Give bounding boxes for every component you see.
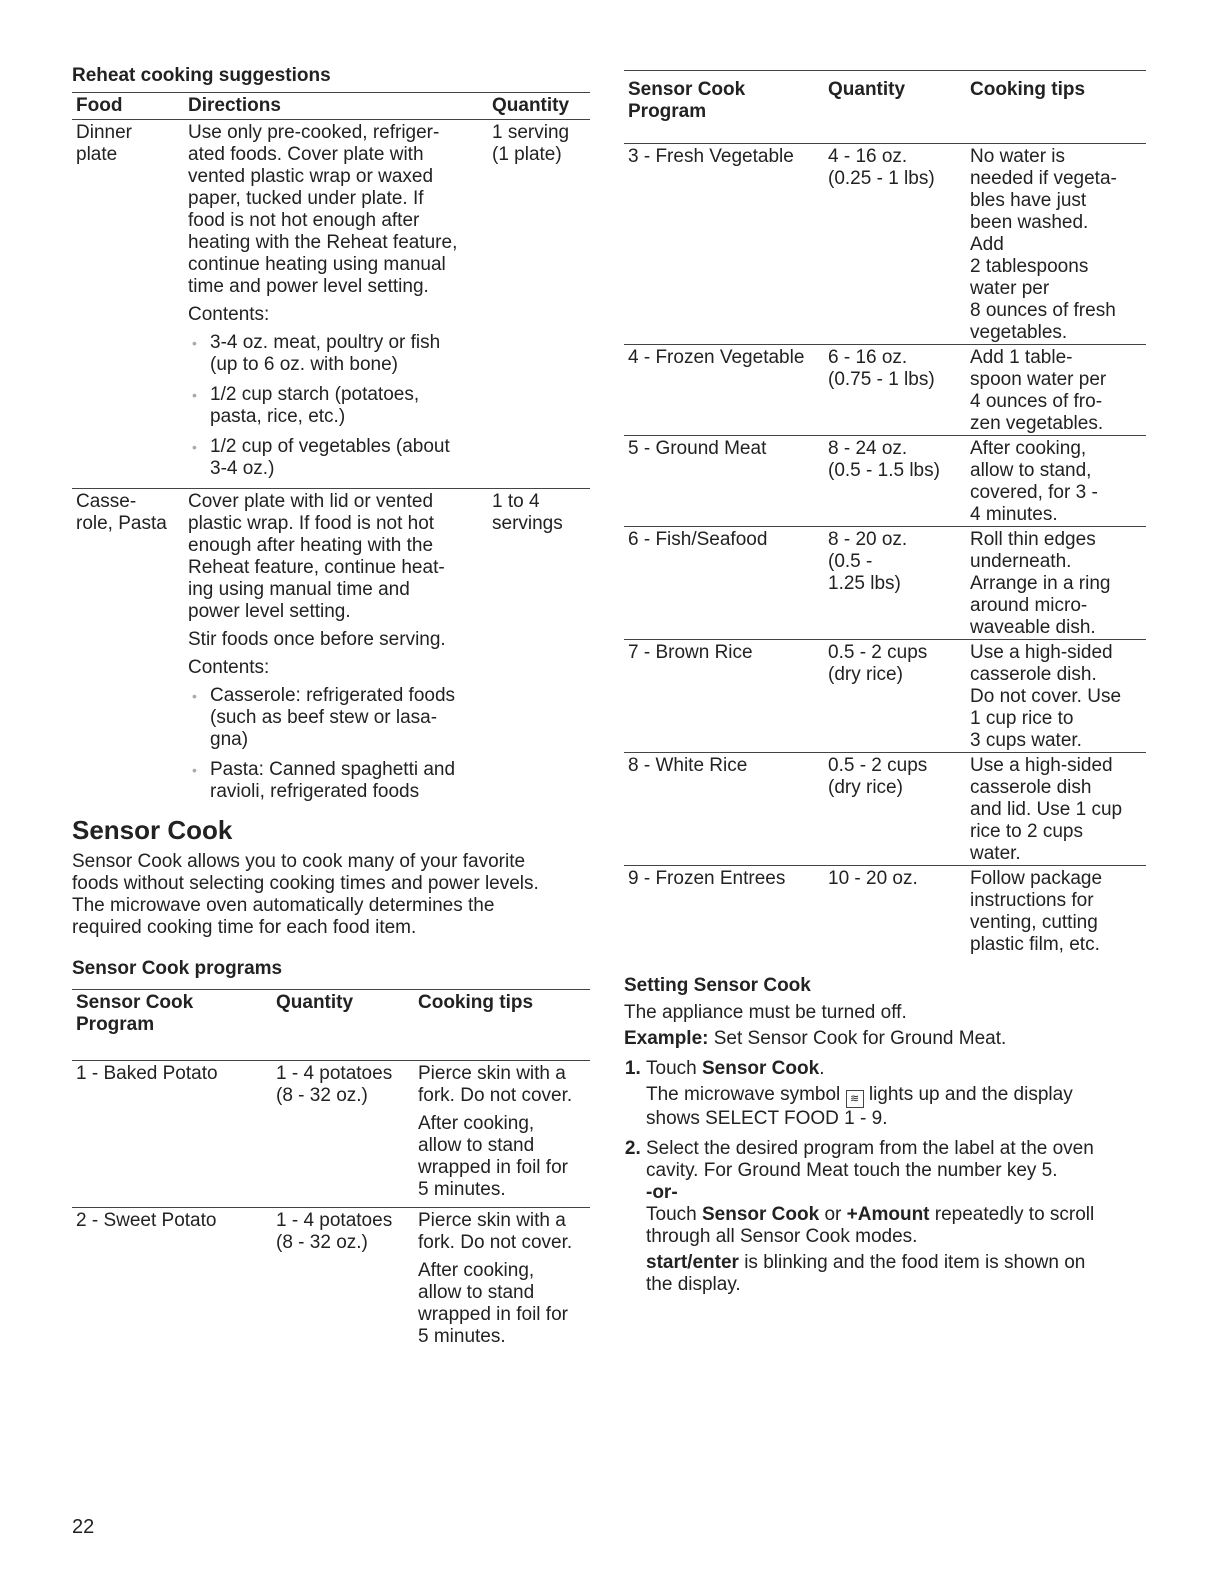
table-row (624, 345, 1146, 436)
step-text: lights up and the display shows SELECT FOOD (646, 1084, 1073, 1129)
tip-text: Roll thin edges underneath. Arrange in a ring around micro- waveable dish. (966, 527, 1146, 640)
food-cell: Casse- role, Pasta (72, 489, 184, 812)
step-end (646, 1252, 1146, 1296)
quantity-cell: 8 - 24 oz. (0.5 - 1.5 lbs) (824, 436, 966, 527)
table-row (624, 436, 1146, 527)
page-number: 22 (72, 1516, 95, 1538)
col-directions: Directions (184, 93, 488, 120)
col-cooking-tips: Cooking tips (966, 71, 1146, 144)
quantity-cell: 0.5 - 2 cups (dry rice) (824, 640, 966, 753)
list-item: • Casserole: refrigerated foods (such as beef stew or lasa- gna) (210, 685, 484, 751)
step-text: The microwave symbol (646, 1084, 846, 1105)
program-cell: 7 - Brown Rice (624, 640, 824, 753)
reheat-table (72, 92, 590, 811)
col-quantity: Quantity (488, 93, 590, 120)
setting-intro: The appliance must be turned off. (624, 1002, 907, 1023)
step-text: Select the desired program from the label at the oven cavity. For Ground Meat touch the number key 5. (646, 1138, 1094, 1181)
contents-label: Contents: (188, 657, 270, 678)
directions-text: Cover plate with lid or vented plastic wrap. If food is not hot enough after heating with the Reheat feature, continue heat- ing using manual time and power level setting. (188, 491, 445, 622)
quantity-cell: 6 - 16 oz. (0.75 - 1 lbs) (824, 345, 966, 436)
table-row (72, 1208, 590, 1355)
table-row (72, 489, 590, 812)
tip-text: After cooking, allow to stand wrapped in foil for 5 minutes. (418, 1113, 568, 1200)
col-cooking-tips: Cooking tips (414, 990, 590, 1061)
left-column (72, 64, 590, 1354)
step-key: Sensor Cook (701, 1058, 820, 1079)
food-cell: Dinner plate (76, 122, 132, 165)
program-cell: 4 - Frozen Vegetable (624, 345, 824, 436)
tip-text: Pierce skin with a fork. Do not cover. (418, 1210, 573, 1253)
tip-text: Add 1 table- spoon water per 4 ounces of fro- zen vegetables. (966, 345, 1146, 436)
table-row (72, 1061, 590, 1208)
sensor-programs-table-left (72, 989, 590, 1354)
table-row (624, 640, 1146, 753)
example-text: Set Sensor Cook for Ground Meat. (708, 1028, 1007, 1049)
reheat-heading: Reheat cooking suggestions (72, 65, 331, 86)
step-key: Sensor Cook (701, 1204, 820, 1225)
col-food: Food (72, 93, 184, 120)
step-text: repeatedly to scroll through all Sensor Cook modes. (646, 1204, 1095, 1247)
step-desc (646, 1084, 1146, 1130)
sensor-cook-intro: Sensor Cook allows you to cook many of your favorite foods without selecting cooking times and power levels. The microwave oven automatically determines the required cooking time for each food item. (72, 851, 539, 938)
microwave-icon: ≋ (846, 1090, 864, 1108)
program-cell: 9 - Frozen Entrees (624, 866, 824, 957)
quantity-cell: 1 - 4 potatoes (8 - 32 oz.) (276, 1063, 393, 1106)
quantity-cell: 10 - 20 oz. (824, 866, 966, 957)
quantity-cell: 1 to 4 servings (488, 489, 590, 812)
stir-text: Stir foods once before serving. (188, 629, 446, 650)
program-cell: 3 - Fresh Vegetable (628, 146, 794, 167)
table-row (624, 527, 1146, 640)
step-1 (646, 1058, 1146, 1130)
step-text: Touch (646, 1058, 702, 1079)
sensor-programs-table-right (624, 70, 1146, 956)
directions-text: Use only pre-cooked, refriger- ated foods. Cover plate with vented plastic wrap or waxed paper, tucked under plate. If food is not hot enough after heating with the Reheat feature, continue heating using manual time and power level setting. (188, 122, 458, 297)
col-quantity: Quantity (272, 990, 414, 1061)
step-key: +Amount (846, 1204, 930, 1225)
step-text: or (819, 1204, 847, 1225)
step-text: is blinking and the food item is shown on the display. (646, 1252, 1086, 1295)
step-key: start/enter (646, 1252, 739, 1273)
tip-text: Use a high-sided casserole dish. Do not cover. Use 1 cup rice to 3 cups water. (966, 640, 1146, 753)
display-range: 1 - 9 (844, 1108, 883, 1129)
step-2 (646, 1138, 1146, 1296)
contents-label: Contents: (188, 304, 270, 325)
list-item: • 3-4 oz. meat, poultry or fish (up to 6 oz. with bone) (210, 332, 484, 376)
table-row (624, 866, 1146, 957)
contents-list (188, 685, 484, 803)
tip-text: Follow package instructions for venting, cutting plastic film, etc. (966, 866, 1146, 957)
step-text: . (819, 1058, 825, 1079)
steps-list (624, 1058, 1146, 1296)
example-label: Example: (624, 1028, 709, 1049)
step-alt (646, 1204, 1146, 1248)
col-program: Sensor Cook Program (72, 990, 272, 1061)
or-label (646, 1182, 1146, 1204)
program-cell: 6 - Fish/Seafood (624, 527, 824, 640)
quantity-cell: 1 serving (1 plate) (492, 122, 570, 165)
sensor-cook-title: Sensor Cook (72, 815, 233, 845)
col-quantity: Quantity (824, 71, 966, 144)
right-column (624, 70, 1146, 1304)
program-cell: 8 - White Rice (624, 753, 824, 866)
table-row (72, 120, 590, 489)
list-item: • Pasta: Canned spaghetti and ravioli, refrigerated foods (210, 759, 484, 803)
tip-text: Use a high-sided casserole dish and lid. Use 1 cup rice to 2 cups water. (966, 753, 1146, 866)
quantity-cell: 1 - 4 potatoes (8 - 32 oz.) (272, 1208, 414, 1355)
table-row (624, 753, 1146, 866)
setting-heading: Setting Sensor Cook (624, 975, 811, 996)
table-row (624, 144, 1146, 345)
step-text: . (882, 1108, 888, 1129)
program-cell: 1 - Baked Potato (76, 1063, 218, 1084)
quantity-cell: 8 - 20 oz. (0.5 - 1.25 lbs) (824, 527, 966, 640)
programs-heading: Sensor Cook programs (72, 958, 283, 979)
tip-text: Pierce skin with a fork. Do not cover. (418, 1063, 573, 1106)
list-item: • 1/2 cup of vegetables (about 3-4 oz.) (210, 436, 484, 480)
list-item: • 1/2 cup starch (potatoes, pasta, rice, etc.) (210, 384, 484, 428)
quantity-cell: 0.5 - 2 cups (dry rice) (824, 753, 966, 866)
tip-text: No water is needed if vegeta- bles have just been washed. Add 2 tablespoons water per 8 ounces of fresh vegetables. (970, 146, 1117, 343)
or-text: -or- (646, 1182, 678, 1203)
example-line (624, 1028, 1146, 1050)
quantity-cell: 4 - 16 oz. (0.25 - 1 lbs) (828, 146, 935, 189)
step-text: Touch (646, 1204, 702, 1225)
contents-list (188, 332, 484, 480)
program-cell: 2 - Sweet Potato (72, 1208, 272, 1355)
program-cell: 5 - Ground Meat (624, 436, 824, 527)
col-program: Sensor Cook Program (624, 71, 824, 144)
tip-text: After cooking, allow to stand, covered, for 3 - 4 minutes. (966, 436, 1146, 527)
tip-text: After cooking, allow to stand wrapped in foil for 5 minutes. (418, 1260, 568, 1347)
